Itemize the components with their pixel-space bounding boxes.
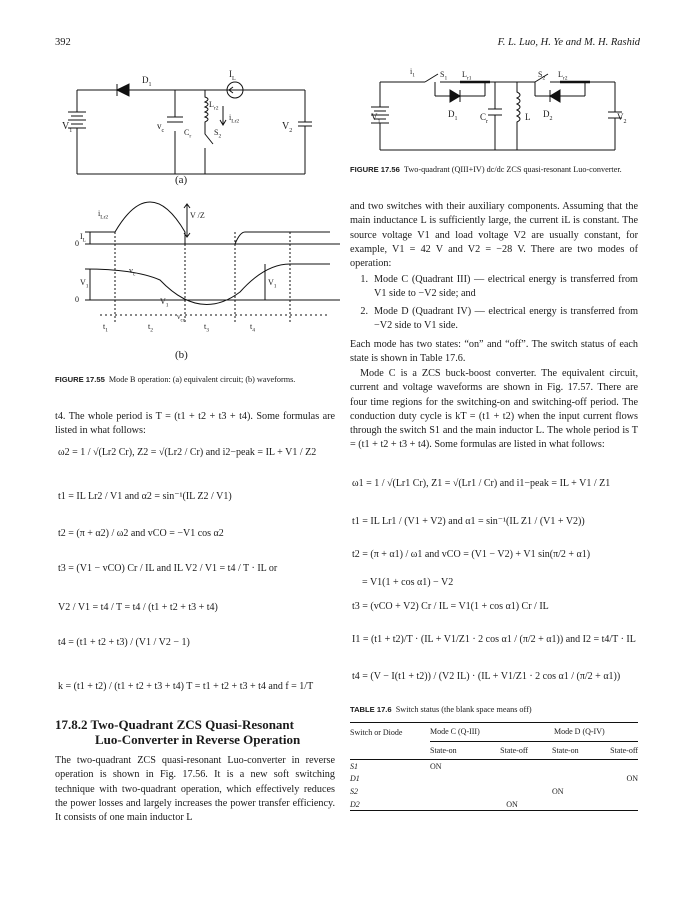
table-1766 (350, 722, 638, 811)
mode-list (350, 273, 638, 333)
table-header-cell: Mode C (Q-III) (430, 723, 540, 742)
table-header-cell: State-on (430, 745, 457, 755)
table-cell (590, 798, 638, 811)
f56-label-lr2: $L_{r2}$ (558, 70, 568, 82)
table-sub-header-row (350, 741, 638, 760)
right-paragraph-1: and two switches with their auxiliary components. Assuming that the main inductance L is sufficiently large, the current iL is constant. The source voltage V1 and load voltage V2 are usually constant, for example, V1 = 42 V and V2 = −28 V. There are two modes of operation: (350, 201, 638, 270)
right-eq-omega1: ω1 = 1 / √(Lr1 Cr), Z1 = √(Lr1 / Cr) and i1−peak = IL + V1 / Z1 (352, 478, 611, 489)
table-cell: S1 (350, 761, 358, 771)
table-header-cell: Switch or Diode (350, 727, 403, 737)
wave-label-t2: $t_2$ (148, 322, 153, 334)
section-title-line1: Two-Quadrant ZCS Quasi-Resonant (90, 717, 294, 732)
table-cell: D2 (350, 799, 360, 809)
left-eq-t2: t2 = (π + α2) / ω2 and vCO = −V1 cos α2 (58, 528, 224, 539)
section-title-line2: Luo-Converter in Reverse Operation (95, 732, 301, 747)
right-paragraph-2: Each mode has two states: “on” and “off”. The switch status of each state is shown in Table 17.6. (350, 339, 638, 365)
label-il: $I_L$ (229, 69, 236, 82)
f56-label-s2: $S_2$ (538, 70, 546, 82)
f56-label-d2: $D_2$ (543, 109, 553, 122)
f56-label-d1: $D_1$ (448, 109, 458, 122)
wave-label-zero-bottom: 0 (75, 295, 79, 304)
left-eq-omega2: ω2 = 1 / √(Lr2 Cr), Z2 = √(Lr2 / Cr) and i2−peak = IL + V1 / Z2 (58, 447, 317, 458)
right-eq-t2: t2 = (π + α1) / ω1 and vCO = (V1 − V2) + V1 sin(π/2 + α1) (352, 549, 591, 560)
table-row (350, 785, 638, 798)
label-v1: $V_1$ (62, 121, 73, 134)
table-cell: ON (552, 786, 564, 796)
table-header-cell: State-off (610, 745, 638, 755)
list-item: 1. Mode C (Quadrant III) — electrical energy is transferred from V1 side to −V2 side; and (360, 274, 638, 300)
f56-label-v2: $V_2$ (617, 112, 627, 125)
f56-label-cr: $C_r$ (480, 112, 489, 125)
right-eq-t4: t4 = (V − I(t1 + t2)) / (V2 IL) · (IL + V1/Z1 · 2 cos α1 / (π/2 + α1)) (352, 671, 621, 682)
left-intro-paragraph: t4. The whole period is T = (t1 + t2 + t3 + t4). Some formulas are listed in what follows: (55, 411, 335, 437)
running-header: F. L. Luo, H. Ye and M. H. Rashid (497, 37, 640, 48)
label-cr: $C_r$ (184, 128, 192, 140)
table-row (350, 798, 638, 811)
table-cell (430, 773, 484, 786)
table-cell (430, 785, 484, 798)
wave-label-t4: $t_4$ (250, 322, 255, 334)
wave-label-v1-mid: $V_1$ (160, 297, 169, 309)
right-eq-t3: t3 = (vCO + V2) Cr / IL = V1(1 + cos α1) Cr / IL (352, 601, 549, 612)
figure-1755a-label: (a) (175, 174, 188, 186)
table-cell (430, 798, 484, 811)
f56-label-i1: $i_1$ (410, 67, 415, 79)
table-1766-caption: TABLE 17.6 Switch status (the blank space means off) (350, 705, 532, 714)
table-cell: ON (430, 761, 442, 771)
label-d1: $D_1$ (142, 75, 152, 88)
label-ilr2: $i_{Lr2}$ (229, 113, 240, 125)
wave-label-t3: $t_3$ (204, 322, 209, 334)
table-cell (540, 798, 590, 811)
label-lr2: $L_{r2}$ (209, 100, 219, 112)
label-s2: $S_2$ (214, 128, 222, 140)
wave-label-v1-left: $V_1$ (80, 278, 89, 290)
wave-label-v1z2: V /Z (190, 211, 205, 220)
wave-label-il: $I_L$ (80, 232, 87, 244)
table-cell: ON (506, 799, 518, 809)
left-eq-t3: t3 = (V1 − vCO) Cr / IL and IL V2 / V1 = t4 / T · IL or (58, 563, 278, 574)
table-row (350, 760, 638, 773)
wave-label-ilr2: $i_{Lr2}$ (98, 209, 109, 221)
wave-label-t1: $t_1$ (103, 322, 108, 334)
table-header-cell: State-on (552, 745, 579, 755)
left-eq-t4: t4 = (t1 + t2 + t3) / (V1 / V2 − 1) (58, 637, 190, 648)
table-header-cell: State-off (500, 745, 528, 755)
wave-label-vcm: $v_{co}$ (177, 313, 186, 324)
f56-label-lr1: $L_{r1}$ (462, 70, 472, 82)
left-eq-k: k = (t1 + t2) / (t1 + t2 + t3 + t4) T = t1 + t2 + t3 + t4 and f = 1/T (58, 681, 314, 692)
figure-1755b-label: (b) (175, 349, 188, 361)
list-item: 2. Mode D (Quadrant IV) — electrical energy is transferred from −V2 side to V1 side. (360, 305, 638, 331)
table-cell (590, 785, 638, 798)
figure-1755a-circuit (55, 62, 355, 180)
f56-label-s1: $S_1$ (440, 70, 448, 82)
left-eq-t1: t1 = IL Lr2 / V1 and α2 = sin⁻¹(IL Z2 / V1) (58, 491, 232, 502)
figure-1755-caption: FIGURE 17.55 Mode B operation: (a) equivalent circuit; (b) waveforms. (55, 375, 296, 384)
wave-label-v1-right: $V_1$ (268, 278, 277, 290)
figure-1756-circuit (365, 62, 635, 157)
section-paragraph: The two-quadrant ZCS quasi-resonant Luo-converter in reverse operation is shown in Fig. 17.56. It is a new soft switching technique with two-quadrant operation, which effectively reduces the power losses and largely increases the power transfer efficiency. It consists of one main inductor L (55, 755, 335, 824)
left-eq-ratio: V2 / V1 = t4 / T = t4 / (t1 + t2 + t3 + t4) (58, 602, 218, 613)
table-cell: S2 (350, 786, 358, 796)
wave-label-zero-top: 0 (75, 239, 79, 248)
right-eq-t1: t1 = IL Lr1 / (V1 + V2) and α1 = sin⁻¹(IL Z1 / (V1 + V2)) (352, 516, 585, 527)
table-cell (590, 760, 638, 773)
figure-1756-caption: FIGURE 17.56 Two-quadrant (QIII+IV) dc/dc ZCS quasi-resonant Luo-converter. (350, 165, 622, 174)
table-row (350, 773, 638, 786)
table-cell: D1 (350, 774, 360, 784)
table-cell (484, 760, 540, 773)
label-vc: $v_c$ (157, 121, 165, 134)
right-eq-i1: I1 = (t1 + t2)/T · (IL + V1/Z1 · 2 cos α1 / (π/2 + α1)) and I2 = t4/T · IL (352, 634, 636, 645)
label-v2: $V_2$ (282, 121, 293, 134)
f56-label-l: L (525, 112, 531, 122)
wave-label-vc: $v_c$ (129, 266, 136, 278)
table-group-header-row (350, 723, 638, 742)
section-heading (55, 717, 340, 747)
table-cell (484, 785, 540, 798)
page-number: 392 (55, 37, 71, 48)
table-cell: ON (626, 774, 638, 784)
table-cell (540, 760, 590, 773)
right-eq-t2b: = V1(1 + cos α1) − V2 (362, 577, 454, 588)
table-cell (484, 773, 540, 786)
table-header-cell: Mode D (Q-IV) (540, 723, 638, 742)
table-cell (540, 773, 590, 786)
right-paragraph-3: Mode C is a ZCS buck-boost converter. The equivalent circuit, current and voltage waveforms are shown in Fig. 17.57. There are four time regions for the switching-on and switching-off period. The conduction duty cycle is kT = (t1 + t2) when the input current flows through the switch S1 and the main inductor L. The whole period is T = (t1 + t2 + t3 + t4). Some formulas are listed in what follows: (350, 368, 638, 451)
f56-label-v1: $V_1$ (371, 112, 381, 125)
section-number: 17.8.2 (55, 717, 88, 732)
